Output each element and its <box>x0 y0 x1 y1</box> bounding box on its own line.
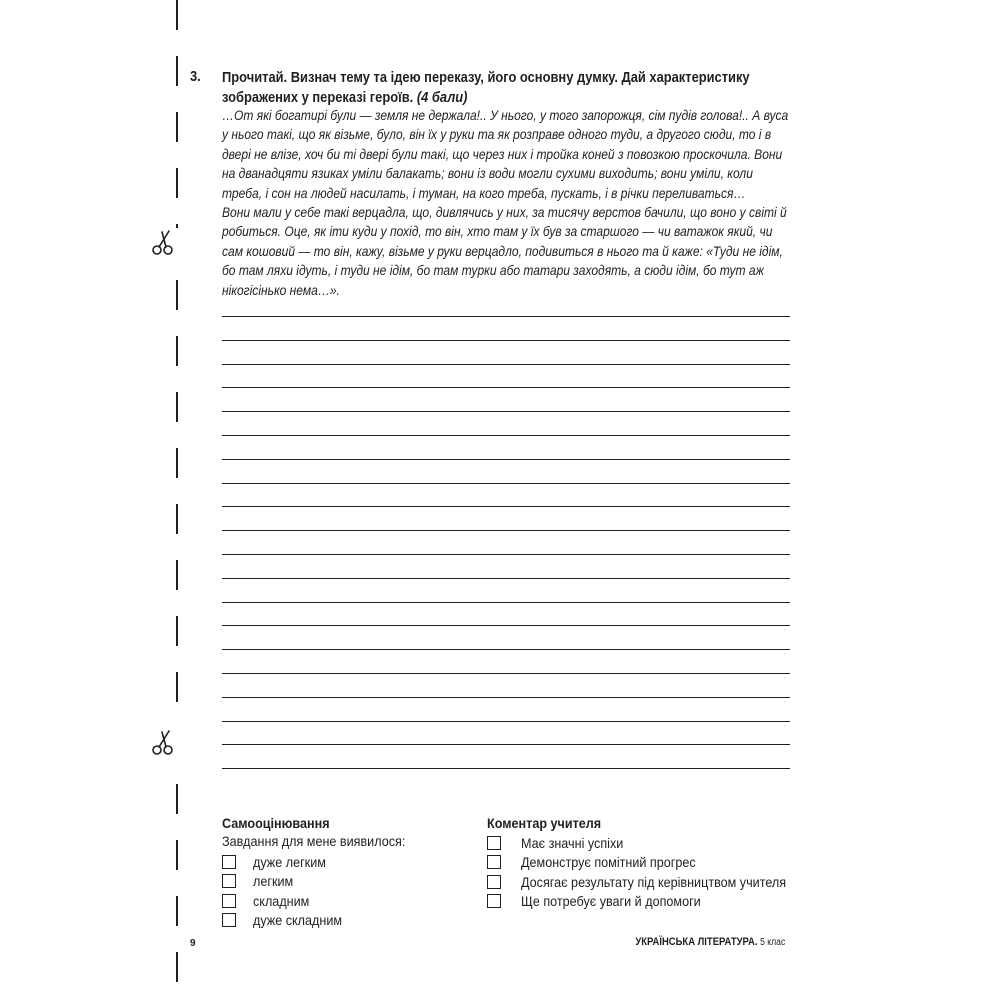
self-assessment-subtitle: Завдання для мене виявилося: <box>222 833 406 849</box>
option-label: легким <box>253 873 294 890</box>
task-points: (4 бали) <box>416 89 468 106</box>
option-label: Досягає результату під керівництвом учителя <box>521 873 787 890</box>
answer-line[interactable] <box>222 364 790 365</box>
checkbox[interactable] <box>487 875 501 889</box>
option-label: дуже складним <box>253 912 343 929</box>
answer-line[interactable] <box>222 530 790 531</box>
teacher-comment-option[interactable] <box>487 892 816 912</box>
checkbox[interactable] <box>222 913 236 927</box>
checkbox[interactable] <box>222 874 236 888</box>
answer-line[interactable] <box>222 459 790 460</box>
answer-line[interactable] <box>222 697 790 698</box>
answer-line[interactable] <box>222 744 790 745</box>
option-label: Ще потребує уваги й допомоги <box>521 893 701 910</box>
checkbox[interactable] <box>222 894 236 908</box>
answer-line[interactable] <box>222 649 790 650</box>
task-heading <box>222 68 790 108</box>
answer-line[interactable] <box>222 411 790 412</box>
self-assessment-title: Самооцінювання <box>222 815 330 831</box>
self-assessment-option[interactable] <box>222 911 426 931</box>
answer-line[interactable] <box>222 316 790 317</box>
answer-line[interactable] <box>222 435 790 436</box>
answer-line[interactable] <box>222 554 790 555</box>
self-assessment-section <box>222 815 426 930</box>
self-assessment-option[interactable] <box>222 852 426 872</box>
teacher-comment-option[interactable] <box>487 872 816 892</box>
answer-line[interactable] <box>222 483 790 484</box>
scissors-icon <box>148 728 178 762</box>
teacher-comment-section <box>487 815 816 911</box>
answer-line[interactable] <box>222 387 790 388</box>
cut-line <box>176 0 178 1000</box>
passage-paragraph: …От які богатирі були — земля не держала!.. У нього, у того запорожця, сім пудів голова!.. А вуса у нього такі, що як візьме, було, він їх у руки та як розправе одного туди, а другого сюди, то і в двері не влізе, хоч би ті двері були такі, що через них і тройка коней з повозкою проскочила. Вони на дванадцяти язиках уміли балакать; вони із води могли сухими виходить; вони уміли, коли треба, і сон на людей насилать, і туман, на кого треба, пускать, і в річки переливаться… <box>222 107 789 201</box>
answer-line[interactable] <box>222 721 790 722</box>
option-label: дуже легким <box>253 853 326 870</box>
option-label: Має значні успіхи <box>521 834 624 851</box>
teacher-comment-option[interactable] <box>487 833 816 853</box>
task-number: 3. <box>190 68 201 85</box>
self-assessment-option[interactable] <box>222 872 426 892</box>
teacher-comment-option[interactable] <box>487 853 816 873</box>
answer-line[interactable] <box>222 578 790 579</box>
checkbox[interactable] <box>222 855 236 869</box>
checkbox[interactable] <box>487 855 501 869</box>
option-label: Демонструє помітний прогрес <box>521 854 696 871</box>
passage-paragraph: Вони мали у себе такі верцадла, що, дивлячись у них, за тисячу верстов бачили, що воно у світі й робиться. Оце, як іти куди у похід, то він, хто там у їх був за старшого — чи ватажок який, чи сам кошовий — то він, кажу, візьме у руки верцадло, подивиться в нього та й каже: «Туди не ідім, бо там ляхи ідуть, і туди не ідім, бо там турки або татари заходять, а сюди ідім, бо тут аж нікогісінько нема…». <box>222 204 787 298</box>
answer-lines <box>222 316 790 792</box>
task-instruction: Прочитай. Визнач тему та ідею переказу, його основну думку. Дай характеристику зображених у переказі героїв. <box>222 69 750 106</box>
footer-subject: УКРАЇНСЬКА ЛІТЕРАТУРА. <box>635 936 758 948</box>
page-number: 9 <box>190 938 196 949</box>
scissors-icon <box>148 228 178 262</box>
teacher-comment-title: Коментар учителя <box>487 815 602 831</box>
footer-grade: 5 клас <box>759 937 785 948</box>
answer-line[interactable] <box>222 340 790 341</box>
answer-line[interactable] <box>222 768 790 769</box>
reading-passage <box>222 106 792 300</box>
footer-title <box>635 936 785 948</box>
checkbox[interactable] <box>487 836 501 850</box>
option-label: складним <box>253 892 310 909</box>
answer-line[interactable] <box>222 602 790 603</box>
answer-line[interactable] <box>222 506 790 507</box>
answer-line[interactable] <box>222 625 790 626</box>
checkbox[interactable] <box>487 894 501 908</box>
self-assessment-option[interactable] <box>222 891 426 911</box>
answer-line[interactable] <box>222 673 790 674</box>
